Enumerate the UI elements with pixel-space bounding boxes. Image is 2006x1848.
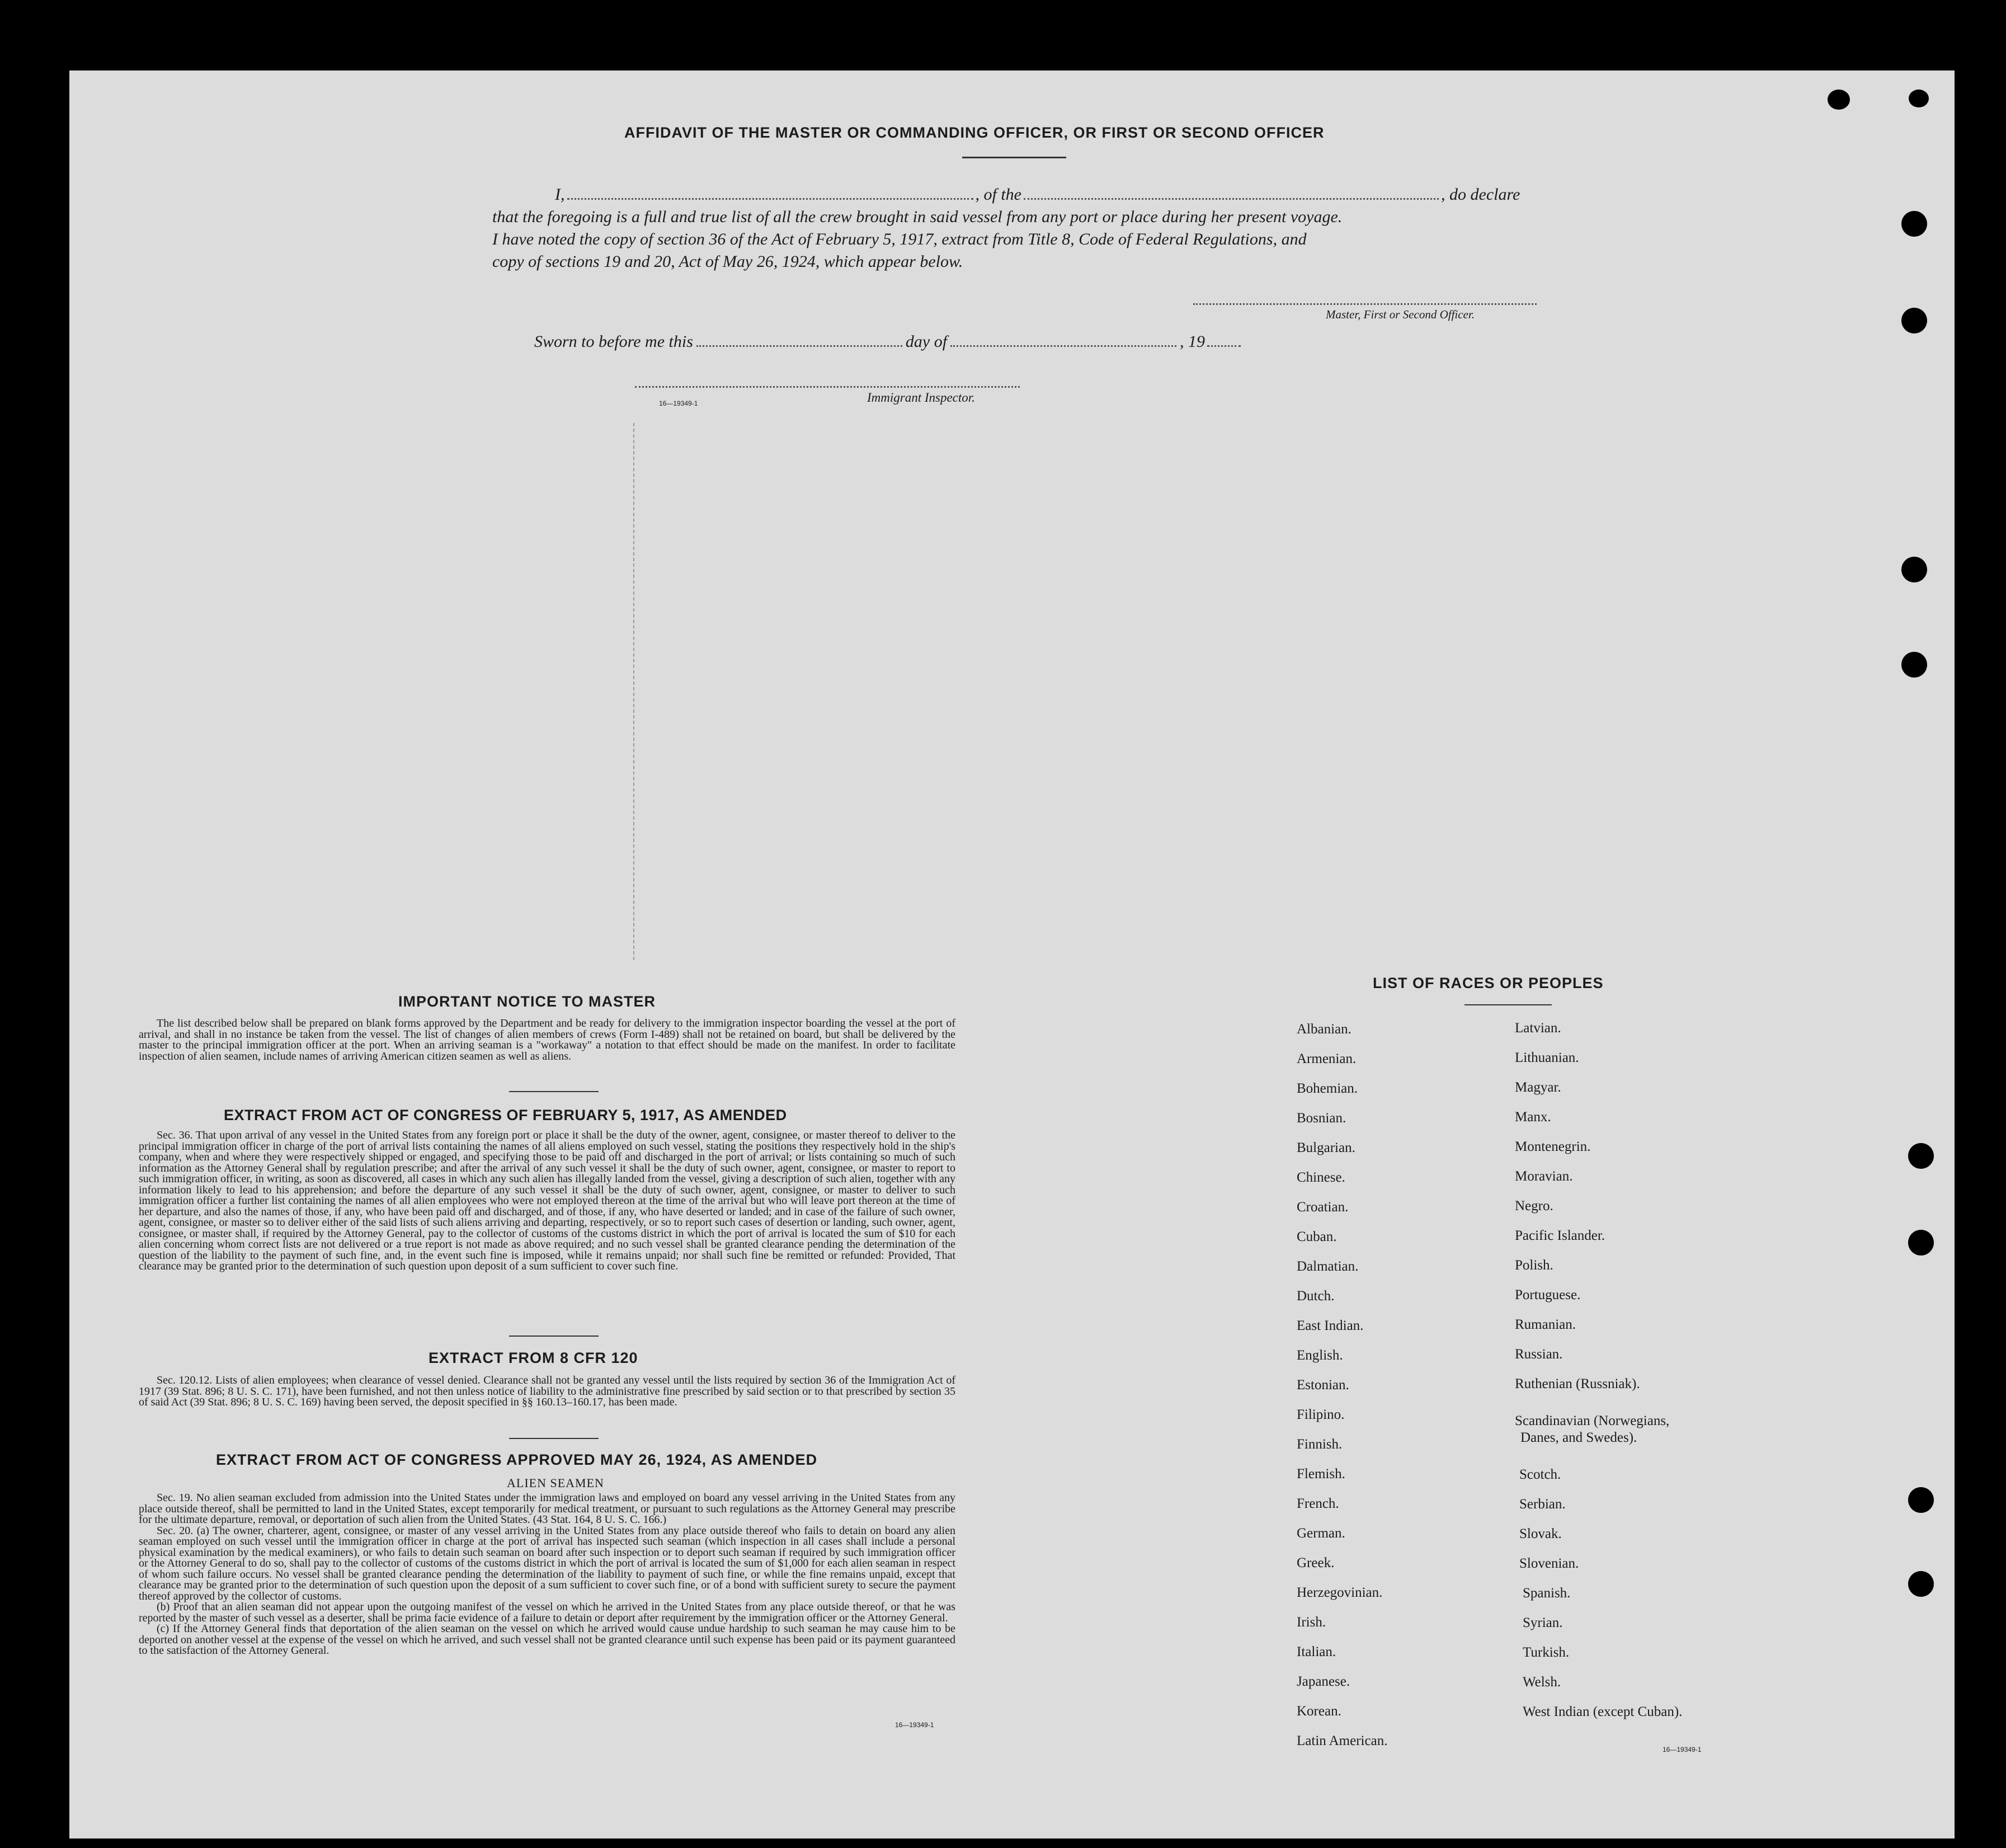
- master-signature-line: [1193, 302, 1537, 305]
- race-item: Russian.: [1515, 1347, 1563, 1362]
- race-item: Latin American.: [1297, 1733, 1388, 1748]
- notice-title: IMPORTANT NOTICE TO MASTER: [398, 993, 656, 1010]
- race-item: East Indian.: [1297, 1318, 1364, 1333]
- extract-1917-title: EXTRACT FROM ACT OF CONGRESS OF FEBRUARY 5, 1917, AS AMENDED: [224, 1107, 787, 1123]
- race-item: Estonian.: [1297, 1377, 1349, 1393]
- divider: [509, 1091, 599, 1092]
- extract-1924-text: [139, 1493, 955, 1657]
- sworn-month-blank: [950, 344, 1176, 347]
- race-item: Dutch.: [1297, 1289, 1335, 1304]
- race-item: Herzegovinian.: [1297, 1585, 1383, 1600]
- race-item: Magyar.: [1515, 1080, 1561, 1095]
- alien-seamen-subtitle: ALIEN SEAMEN: [507, 1476, 604, 1490]
- year-label: , 19: [1180, 332, 1206, 351]
- punch-hole: [1901, 211, 1927, 237]
- affidavit-title: AFFIDAVIT OF THE MASTER OR COMMANDING OFFICER, OR FIRST OR SECOND OFFICER: [624, 124, 1325, 141]
- race-item: West Indian (except Cuban).: [1523, 1704, 1683, 1719]
- declaration-i: I,: [555, 185, 565, 204]
- race-item: Flemish.: [1297, 1466, 1345, 1482]
- race-item: English.: [1297, 1348, 1343, 1363]
- section-20c-paragraph: (c) If the Attorney General finds that deportation of the alien seaman on the vessel on which he arrived would cause undue hardship to such seaman he may cause him to be deported on another vessel at the expense of the vessel on which he arrived, and such vessel shall not be granted clearance until such expense has been paid or its payment guaranteed to the satisfaction of the Attorney General.: [139, 1623, 955, 1657]
- race-item: Syrian.: [1523, 1615, 1563, 1630]
- punch-hole: [1908, 1571, 1934, 1597]
- race-item: Finnish.: [1297, 1437, 1343, 1452]
- race-item: Filipino.: [1297, 1407, 1345, 1422]
- form-number: 16—19349-1: [659, 399, 698, 407]
- race-item: Ruthenian (Russniak).: [1515, 1376, 1640, 1391]
- declaration-line3: I have noted the copy of section 36 of the Act of February 5, 1917, extract from Title 8, Code of Federal Regulations, and: [492, 230, 1307, 248]
- race-item: Bohemian.: [1297, 1081, 1358, 1096]
- race-item: German.: [1297, 1526, 1345, 1541]
- declaration-of: , of the: [975, 185, 1021, 204]
- inspector-signature-line: [635, 385, 1020, 388]
- day-of-label: day of: [905, 332, 948, 351]
- race-item: Manx.: [1515, 1109, 1551, 1125]
- affidavit-declaration: [492, 184, 1544, 273]
- extract-cfr-title: EXTRACT FROM 8 CFR 120: [428, 1349, 638, 1366]
- race-item: Latvian.: [1515, 1021, 1561, 1036]
- extract-1924-title: EXTRACT FROM ACT OF CONGRESS APPROVED MAY 26, 1924, AS AMENDED: [216, 1451, 818, 1468]
- declaration-line2: that the foregoing is a full and true list of all the crew brought in said vessel from any port or place during her present voyage.: [492, 208, 1343, 226]
- form-number: 16—19349-1: [895, 1721, 934, 1729]
- name-blank: [567, 197, 973, 200]
- sworn-year-blank: [1207, 344, 1241, 347]
- race-item: Polish.: [1515, 1258, 1553, 1273]
- sworn-line: [534, 332, 1241, 351]
- divider: [1465, 1004, 1552, 1005]
- race-item: Bosnian.: [1297, 1111, 1346, 1126]
- race-item: Spanish.: [1523, 1586, 1571, 1601]
- race-item: Italian.: [1297, 1644, 1336, 1659]
- vessel-blank: [1024, 197, 1439, 200]
- section-20a-paragraph: Sec. 20. (a) The owner, charterer, agent, consignee, or master of any vessel arriving in the United States from any place outside thereof who fails to detain on board any alien seaman employed on such vessel until the immigration officer in charge at the port of arrival has inspected such seaman (which inspection in all cases shall include a personal physical examination by the medical examiners), or who fails to detain such seaman on board after such inspection or to deport such seaman if required by such immigration officer or the Attorney General to do so, shall pay to the collector of customs of the customs district in which the port of arrival is located the sum of $1,000 for each alien seaman in respect of whom such failure occurs. No vessel shall be granted clearance pending the determination of the liability to payment of such fine, or while the fine remains unpaid, except that clearance may be granted prior to the determination of such question upon the deposit of a sum sufficient to cover such fine, or of a bond with sufficient surety to secure the payment thereof approved by the collector of customs.: [139, 1524, 955, 1602]
- races-title: LIST OF RACES OR PEOPLES: [1373, 975, 1604, 991]
- race-item: Irish.: [1297, 1615, 1326, 1630]
- race-item: Armenian.: [1297, 1051, 1357, 1066]
- corner-damage: [1828, 90, 1850, 110]
- section-19-paragraph: Sec. 19. No alien seaman excluded from admission into the United States under the immigration laws and employed on board any vessel arriving in the United States from any place outside thereof, shall be permitted to land in the United States, except temporarily for medical treatment, or pursuant to such regulations as the Attorney General may prescribe for the ultimate departure, removal, or deportation of such alien from the United States. (43 Stat. 164, 8 U. S. C. 166.): [139, 1492, 955, 1526]
- race-item: Rumanian.: [1515, 1317, 1576, 1332]
- section-20b-paragraph: (b) Proof that an alien seaman did not appear upon the outgoing manifest of the vessel on which he arrived in the United States from any place outside thereof, or that he was reported by the master of such vessel as a deserter, shall be prima facie evidence of a failure to detain or deport after requirement by the immigration officer or the Attorney General.: [139, 1601, 955, 1624]
- race-item: Lithuanian.: [1515, 1050, 1579, 1065]
- race-item: Croatian.: [1297, 1200, 1349, 1215]
- race-item: Montenegrin.: [1515, 1139, 1591, 1154]
- race-item: Japanese.: [1297, 1674, 1350, 1689]
- declaration-line4: copy of sections 19 and 20, Act of May 26, 1924, which appear below.: [492, 252, 963, 271]
- section-36-paragraph: Sec. 36. That upon arrival of any vessel in the United States from any foreign port or place it shall be the duty of the owner, agent, consignee, or master thereof to deliver to the principal immigration officer in charge of the port of arrival lists containing the names of all aliens employed on such vessel, stating the positions they respectively hold in the ship's company, when and where they were respectively shipped or engaged, and specifying those to be paid off and discharged in the port of arrival; or lists containing so much of such information as the Attorney General shall by regulation prescribe; and after the arrival of any such vessel it shall be the duty of such owner, agent, consignee, or master to report to such immigration officer, in writing, as soon as discovered, all cases in which any such alien has illegally landed from the vessel, giving a description of such alien, together with any information likely to lead to his apprehension; and before the departure of any such vessel it shall be the duty of such owner, agent, consignee, or master to deliver to such immigration officer a further list containing the names of all alien employees who were not employed thereon at the time of the arrival but who will leave port thereon at the time of her departure, and also the names of those, if any, who have been paid off and discharged, and of those, if any, who have deserted or landed; and in case of the failure of such owner, agent, consignee, or master so to deliver either of the said lists of such aliens arriving and departing, respectively, or so to report such cases of desertion or landing, such owner, agent, consignee, or master shall, if required by the Attorney General, pay to the collector of customs of the customs district in which the port of arrival is located the sum of $10 for each alien concerning whom correct lists are not delivered or a true report is not made as above required; and no such vessel shall be granted clearance pending the determination of the question of the liability to the payment of such fine, and, in the event such fine is imposed, while it remains unpaid; nor shall such fine be remitted or refunded: Provided, That clearance may be granted prior to the determination of such question upon deposit of a sum sufficient to cover such fine.: [139, 1129, 955, 1272]
- race-item: Welsh.: [1523, 1675, 1561, 1690]
- punch-hole: [1901, 557, 1927, 582]
- race-item: Cuban.: [1297, 1229, 1337, 1244]
- race-item: Slovak.: [1519, 1526, 1562, 1541]
- race-item: Moravian.: [1515, 1169, 1573, 1184]
- notice-text: [139, 1018, 955, 1062]
- divider: [962, 157, 1066, 158]
- race-item: Greek.: [1297, 1555, 1335, 1570]
- notice-paragraph: The list described below shall be prepared on blank forms approved by the Department and be ready for delivery to the immigration inspector boarding the vessel at the port of arrival, and shall in no instance be taken from the vessel. The list of changes of alien members of crews (Form I-489) shall not be retained on board, but shall be delivered by the master to the principal immigration officer at the port. When an arriving seaman is a "workaway" a notation to that effect should be made on the manifest. In order to facilitate inspection of alien seamen, include names of arriving American citizen seamen as well as aliens.: [139, 1017, 955, 1062]
- divider: [509, 1438, 599, 1439]
- punch-hole: [1908, 1230, 1934, 1255]
- race-item: Scotch.: [1519, 1467, 1561, 1482]
- race-item: Dalmatian.: [1297, 1259, 1359, 1274]
- race-item: Negro.: [1515, 1198, 1553, 1214]
- race-item: Scandinavian (Norwegians,: [1515, 1413, 1670, 1428]
- declaration-declare: , do declare: [1441, 185, 1520, 204]
- race-item: Bulgarian.: [1297, 1140, 1355, 1155]
- sworn-day-blank: [696, 344, 902, 347]
- master-signature-label: Master, First or Second Officer.: [1326, 308, 1475, 321]
- race-item: Turkish.: [1523, 1645, 1570, 1660]
- section-120-paragraph: Sec. 120.12. Lists of alien employees; when clearance of vessel denied. Clearance shall not be granted any vessel until the lists required by section 36 of the Immigration Act of 1917 (39 Stat. 896; 8 U. S. C. 171), have been furnished, and not then unless notice of liability to the administrative fine prescribed by said section or to that prescribed by section 35 of said Act (39 Stat. 896; 8 U. S. C. 169) having been served, the deposit specified in §§ 160.13–160.17, has been made.: [139, 1374, 955, 1408]
- inspector-label: Immigrant Inspector.: [867, 391, 975, 405]
- divider: [509, 1336, 599, 1337]
- race-item: Pacific Islander.: [1515, 1228, 1605, 1243]
- race-item: Chinese.: [1297, 1170, 1345, 1185]
- race-item-continued: Danes, and Swedes).: [1520, 1430, 1637, 1445]
- punch-hole: [1901, 308, 1927, 333]
- form-number: 16—19349-1: [1663, 1746, 1702, 1753]
- race-item: Serbian.: [1519, 1497, 1566, 1512]
- extract-cfr-text: [139, 1375, 955, 1408]
- race-item: French.: [1297, 1496, 1339, 1511]
- race-item: Slovenian.: [1519, 1556, 1579, 1571]
- corner-damage: [1909, 90, 1929, 107]
- punch-hole: [1901, 652, 1927, 678]
- race-item: Korean.: [1297, 1704, 1341, 1719]
- race-item: Portuguese.: [1515, 1287, 1581, 1302]
- sworn-label: Sworn to before me this: [534, 332, 693, 351]
- punch-hole: [1908, 1143, 1934, 1169]
- extract-1917-text: [139, 1130, 955, 1272]
- fold-line: [633, 423, 635, 960]
- punch-hole: [1908, 1487, 1934, 1513]
- race-item: Albanian.: [1297, 1022, 1352, 1037]
